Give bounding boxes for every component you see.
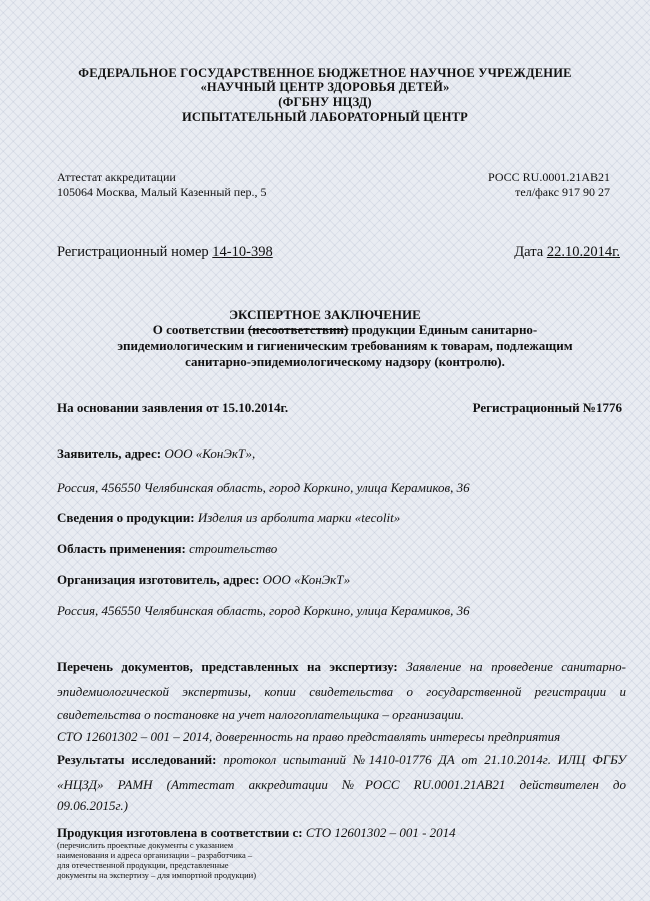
date-label: Дата xyxy=(514,244,544,260)
product-value: Изделия из арболита марки «tecolit» xyxy=(197,510,401,525)
manufactured-note xyxy=(57,840,256,880)
title-sub-prefix: О соответствии xyxy=(152,322,245,337)
documents-value: Заявление на проведение санитарно- xyxy=(406,659,626,674)
documents-line1 xyxy=(57,659,626,675)
applicant-line xyxy=(57,446,255,462)
results-value: протокол испытаний №1410-01776 ДА от 21.10.2014г. ИЛЦ ФГБУ xyxy=(223,752,626,767)
applicant-name: ООО «КонЭкТ», xyxy=(164,446,256,461)
applicant-address: Россия, 456550 Челябинская область, город Коркино, улица Керамиков, 36 xyxy=(57,480,470,495)
results-line1 xyxy=(57,752,626,768)
org-address: 105064 Москва, Малый Казенный пер., 5 xyxy=(57,185,267,199)
document-title: ЭКСПЕРТНОЕ ЗАКЛЮЧЕНИЕ xyxy=(229,307,421,322)
manufacturer-label: Организация изготовитель, адрес: xyxy=(57,572,260,587)
product-line xyxy=(57,510,400,526)
manufactured-note-line4: документы на экспертизу – для импортной продукции) xyxy=(57,870,257,880)
manufacturer-line xyxy=(57,572,350,588)
scope-line xyxy=(57,541,277,557)
basis-application: На основании заявления от 15.10.2014г. xyxy=(57,400,289,415)
results-label: Результаты исследований: xyxy=(57,752,217,767)
manufacturer-name: ООО «КонЭкТ» xyxy=(262,572,351,587)
title-sub-rest: продукции Единым санитарно- xyxy=(351,322,538,337)
title-sub-struck: (несоответствии) xyxy=(247,322,349,337)
title-sub-line3: санитарно-эпидемиологическому надзору (контролю). xyxy=(185,354,505,369)
org-name-line2: «НАУЧНЫЙ ЦЕНТР ЗДОРОВЬЯ ДЕТЕЙ» xyxy=(200,80,450,94)
documents-line3: свидетельства о постановке на учет налогоплательщика – организации. xyxy=(57,707,464,722)
org-name-line1: ФЕДЕРАЛЬНОЕ ГОСУДАРСТВЕННОЕ БЮДЖЕТНОЕ НАУЧНОЕ УЧРЕЖДЕНИЕ xyxy=(78,66,572,80)
applicant-label: Заявитель, адрес: xyxy=(57,446,162,461)
date-line xyxy=(514,244,620,261)
documents-line4: СТО 12601302 – 001 – 2014, доверенность на право представлять интересы предприятия xyxy=(57,729,561,744)
results-line3: 09.06.2015г.) xyxy=(57,798,128,813)
scope-value: строительство xyxy=(189,541,278,556)
scope-label: Область применения: xyxy=(57,541,186,556)
registration-label: Регистрационный номер xyxy=(57,244,209,260)
org-abbrev: (ФГБНУ НЦЗД) xyxy=(278,95,372,109)
accreditation-label: Аттестат аккредитации xyxy=(57,170,176,184)
manufactured-value: СТО 12601302 – 001 - 2014 xyxy=(305,825,456,840)
accreditation-number: РОСС RU.0001.21АВ21 xyxy=(488,170,610,184)
product-label: Сведения о продукции: xyxy=(57,510,195,525)
manufactured-note-line1: (перечислить проектные документы с указанием xyxy=(57,840,234,850)
phone-fax: тел/факс 917 90 27 xyxy=(515,185,610,199)
lab-center-title: ИСПЫТАТЕЛЬНЫЙ ЛАБОРАТОРНЫЙ ЦЕНТР xyxy=(181,110,469,124)
documents-label: Перечень документов, представленных на экспертизу: xyxy=(57,659,398,674)
registration-line xyxy=(57,244,273,261)
title-sub-line2: эпидемиологическим и гигиеническим требованиям к товарам, подлежащим xyxy=(117,338,573,353)
manufactured-line xyxy=(57,825,456,841)
title-sub-line1 xyxy=(40,322,650,338)
results-line2: «НЦЗД» РАМН (Аттестат аккредитации №РОСС RU.0001.21АВ21 действителен до xyxy=(57,777,626,792)
manufactured-note-line2: наименования и адреса организации – разработчика – xyxy=(57,850,253,860)
date-value: 22.10.2014г. xyxy=(546,244,620,260)
documents-line2: эпидемиологической экспертизы, копии свидетельства о государственной регистрации и xyxy=(57,684,626,699)
manufactured-note-line3: для отечественной продукции, представленные xyxy=(57,860,229,870)
basis-registration: Регистрационный №1776 xyxy=(472,400,622,415)
manufacturer-address: Россия, 456550 Челябинская область, город Коркино, улица Керамиков, 36 xyxy=(57,603,470,618)
registration-number: 14-10-398 xyxy=(212,244,273,260)
manufactured-label: Продукция изготовлена в соответствии с: xyxy=(57,825,303,840)
